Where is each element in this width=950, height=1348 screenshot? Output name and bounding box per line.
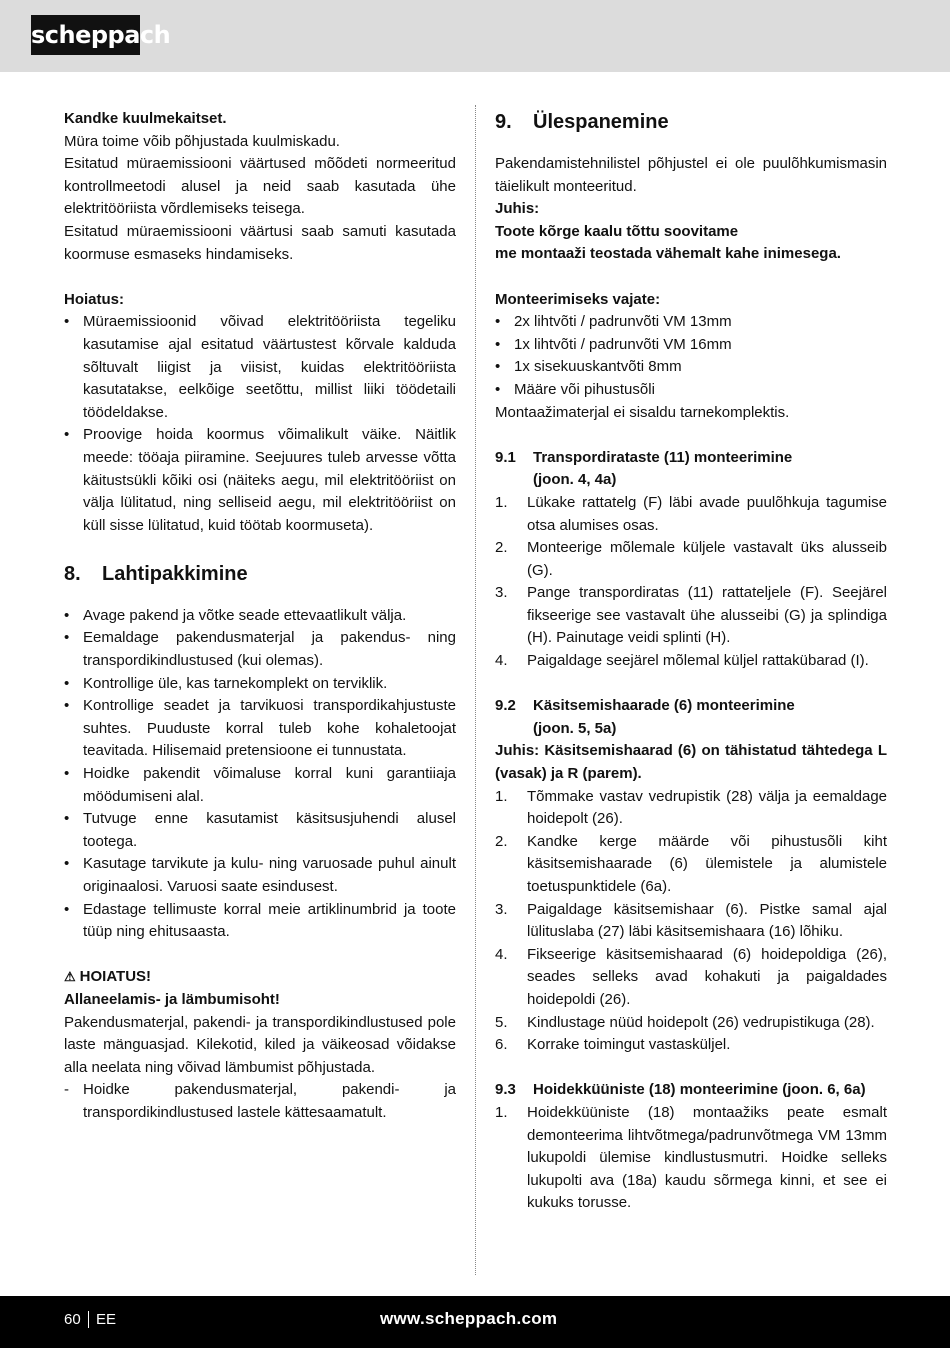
list-item: • 1x lihtvõti / padrunvõti VM 16mm [495,334,887,357]
note-line-2: me montaaži teostada vähemalt kahe inimesega. [495,245,841,263]
step-item: 1. Tõmmake vastav vedrupistik (28) välja ja eemaldage hoidepolt (26). [495,787,887,828]
handle-note: Juhis: Käsitsemishaarad (6) on tähistatud tähtedega L (vasak) ja R (parem). [495,742,887,783]
section-title: Ülespanemine [533,111,669,133]
hazard-subtitle: Allaneelamis- ja lämbumisoht! [64,990,280,1008]
subsection-9-1-ref: (joon. 4, 4a) [533,471,617,489]
step-item: 4. Fikseerige käsitsemishaarad (6) hoidepoldiga (26), seades selleks avad kohakuti ja paigaldades hoidepoldi (26). [495,945,887,1008]
warning-list [64,311,456,537]
list-item: • Kontrollige üle, kas tarnekomplekt on terviklik. [64,673,456,696]
list-item: • Müraemissioonid võivad elektritööriista tegeliku kasutamise ajal esitatud väärtustest kõrvale kalduda sõltuvalt liigist ja viisist, kuidas elektritööriista kasutatakse, eelkõige seetõttu, millist liiki töödetaili töödeldakse. [64,311,456,424]
requirements-note: Montaažimaterjal ei sisaldu tarnekomplektis. [495,403,790,421]
subsection-number: 9.2 [495,697,516,715]
step-item: 6. Korrake toimingut vastasküljel. [495,1036,731,1054]
noise-text-2: Esitatud müraemissiooni väärtused mõõdeti normeeritud kontrollmeetodi alusel ja neid saab kasutada ühe elektritööriista võrdlemiseks teisega. [64,155,456,218]
note-line-1: Toote kõrge kaalu tõttu soovitame [495,222,739,240]
step-item: 3. Pange transpordiratas (11) rattateljele (F). Seejärel fikseerige see vastavalt ühe alusseibi (G) ja splindiga (H). Painutage veidi splinti (H). [495,584,887,647]
list-item: • Määre või pihustusõli [495,379,887,402]
hazard-text: Pakendusmaterjal, pakendi- ja transpordikindlustused pole laste mänguasjad. Kilekotid, kiled ja väikeosad võidakse alla neelata ning võivad lämbumist põhjustada. [64,1013,456,1076]
page-footer [0,1296,950,1348]
left-column [64,108,456,1125]
list-item: • Hoidke pakendit võimaluse korral kuni garantiiaja möödumiseni alal. [64,763,456,808]
list-item: • 2x lihtvõti / padrunvõti VM 13mm [495,311,887,334]
subsection-title: Transpordirataste (11) monteerimine [533,448,793,466]
step-item: 3. Paigaldage käsitsemishaar (6). Pistke samal ajal lülituslaba (27) läbi käsitsemishaara (16) lõhiku. [495,900,887,941]
list-item: • Kontrollige seadet ja tarvikuosi transpordikahjustuste suhtes. Puuduste korral tuleb kohe kohaletoojat teavitada. Hilisemaid pretensioone ei tunnustata. [64,695,456,763]
subsection-number: 9.3 [495,1081,516,1099]
warning-triangle-icon: ⚠ [64,969,76,985]
warning-title: Hoiatus: [64,290,124,308]
step-item: 2. Monteerige mõlemale küljele vastavalt üks alusseib (G). [495,539,887,579]
subsection-title: Hoidekküüniste (18) monteerimine (joon. 6, 6a) [533,1081,866,1099]
list-item: • Kasutage tarvikute ja kulu- ning varuosade puhul ainult originaalosi. Varuosi saate esindusest. [64,853,456,898]
step-item: 5. Kindlustage nüüd hoidepolt (26) vedrupistikuga (28). [495,1013,875,1031]
section-9-heading [495,108,887,136]
subsection-9-1-title [495,447,887,470]
handle-steps [495,786,887,1057]
subsection-9-3-title [495,1079,887,1102]
list-item: • Proovige hoida koormus võimalikult väike. Näitlik meede: tööaja piiramine. Seejuures tuleb arvesse võtta käitustsükli kõiki osi (näiteks aegu, mil elektritööriist on välja lülitatud, ning selliseid aegu, mil elektritööriist on küll sisse lülitatud, kuid töötab koormuseta). [64,424,456,537]
language-code: EE [96,1311,117,1328]
right-column [495,108,887,1215]
noise-text-3: Esitatud müraemissiooni väärtusi saab samuti kasutada koormuse esmaseks hindamiseks. [64,222,456,263]
claw-steps [495,1102,887,1215]
list-item: • Tutvuge enne kasutamist käsitsusjuhendi alusel tootega. [64,808,456,853]
scheppach-logo: scheppach [31,15,140,55]
column-divider [475,105,476,1275]
section-title: Lahtipakkimine [102,562,248,585]
list-item: • Edastage tellimuste korral meie artiklinumbrid ja toote tüüp ning ehitusaasta. [64,899,456,944]
subsection-9-2-ref: (joon. 5, 5a) [533,719,617,737]
page-number: 60 [64,1311,81,1328]
step-item: 2. Kandke kerge määrde või pihustusõli kiht käsitsemishaarade (6) ülemistele ja alumistele toetuspunktidele (6a). [495,832,887,895]
noise-text-1: Müra toime võib põhjustada kuulmiskadu. [64,132,340,150]
list-item: • Eemaldage pakendusmaterjal ja pakendus- ning transpordikindlustused (kui olemas). [64,627,456,672]
hazard-warning-label: HOIATUS! [79,968,152,986]
footer-separator [88,1311,89,1328]
list-item: • Avage pakend ja võtke seade ettevaatlikult välja. [64,605,456,628]
section-number: 9. [495,111,512,133]
subsection-title: Käsitsemishaarade (6) monteerimine [533,697,795,715]
list-item: - Hoidke pakendusmaterjal, pakendi- ja transpordikindlustused lastele kättesaamatult. [64,1079,456,1124]
subsection-9-2-title [495,695,887,718]
section-number: 8. [64,562,81,585]
requirements-title: Monteerimiseks vajate: [495,290,661,308]
requirements-list [495,311,887,401]
wheel-steps [495,492,887,673]
assembly-intro: Pakendamistehnilistel põhjustel ei ole puulõhkumismasin täielikult monteeritud. [495,155,887,195]
unpacking-list [64,605,456,944]
section-8-heading [64,560,456,588]
note-label: Juhis: [495,200,540,218]
page-header [0,0,950,72]
subsection-number: 9.1 [495,448,516,466]
step-item: 1. Lükake rattatelg (F) läbi avade puulõhkuja tagumise otsa alumises osas. [495,493,887,534]
step-item: 4. Paigaldage seejärel mõlemal küljel rattakübarad (I). [495,652,869,670]
hazard-list [64,1079,456,1124]
website-link[interactable]: www.scheppach.com [380,1309,558,1328]
list-item: • 1x sisekuuskantvõti 8mm [495,356,887,379]
hearing-protection-title: Kandke kuulmekaitset. [64,110,227,127]
hazard-warning-title [64,966,456,989]
step-item: 1. Hoidekküüniste (18) montaažiks peate esmalt demonteerima lihtvõtmega/padrunvõtmega VM 13mm lukupoldi ülemise kindlustusmutri. Hoidke selleks lukupolti ava (18a) kaudu sõrmega kinni, et see ei kukuks torusse. [495,1103,887,1212]
